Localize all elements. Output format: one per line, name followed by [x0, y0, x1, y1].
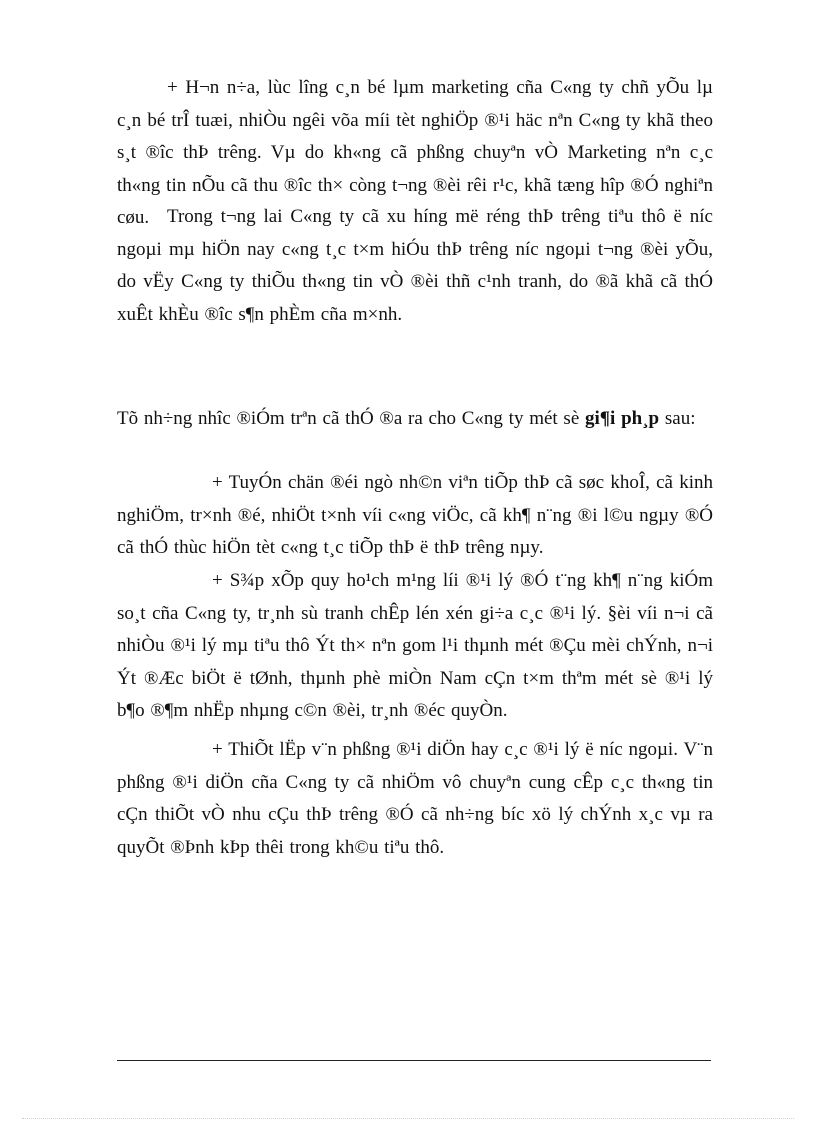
paragraph-recruit-staff: + TuyÓn chän ®éi ngò nh©n viªn tiÕp thÞ cã søc khoÎ, cã kinh nghiÖm, tr×nh ®é, nhiÖt t×nh víi c«ng viÖc, cã kh¶ n¨ng ®i l©u ngµy ®Ó cã thÓ thùc hiÖn tèt c«ng t¸c tiÕp thÞ ë thÞ trêng nµy. — [117, 472, 713, 558]
footer-divider — [117, 1060, 711, 1061]
paragraph-agent-network: + S¾p xÕp quy ho¹ch m¹ng líi ®¹i lý ®Ó t¨ng kh¶ n¨ng kiÓm so¸t cña C«ng ty, tr¸nh sù tranh chÊp lén xén gi÷a c¸c ®¹i lý. §èi víi n¬i cã nhiÒu ®¹i lý mµ tiªu thô Ýt th× nªn gom l¹i thµnh mét ®Çu mèi chÝnh, n¬i Ýt ®Æc biÖt ë tØnh, thµnh phè miÒn Nam cÇn t×m thªm mét sè ®¹i lý b¶o ®¶m nhËp nhµng c©n ®èi, tr¸nh ®éc quyÒn. — [117, 570, 713, 721]
solutions-intro-bold: gi¶i ph¸p — [585, 408, 660, 429]
paragraph-foreign-market: Trong t¬ng lai C«ng ty cã xu híng më réng thÞ trêng tiªu thô ë níc ngoµi mµ hiÖn nay c«ng t¸c t×m hiÓu thÞ trêng níc ngoµi t¬ng ®èi yÕu, do vËy C«ng ty thiÕu th«ng tin vÒ ®èi thñ c¹nh tranh, do ®ã khã cã thÓ xuÊt khÈu ®îc s¶n phÈm cña m×nh. — [117, 206, 713, 325]
solutions-intro-suffix: sau: — [659, 408, 696, 429]
page-bottom-dotted-line — [22, 1118, 794, 1119]
paragraph-solutions-intro — [117, 403, 713, 436]
paragraph-representative-office: + ThiÕt lËp v¨n phßng ®¹i diÖn hay c¸c ®¹i lý ë níc ngoµi. V¨n phßng ®¹i diÖn cña C«ng ty cã nhiÖm vô chuyªn cung cÊp c¸c th«ng tin cÇn thiÕt vÒ nhu cÇu thÞ trêng ®Ó cã nh÷ng bíc xö lý chÝnh x¸c vµ ra quyÕt ®Þnh kÞp thêi trong kh©u tiªu thô. — [117, 739, 713, 858]
paragraph-marketing-staff: + H¬n n÷a, lùc lîng c¸n bé lµm marketing cña C«ng ty chñ yÕu lµ c¸n bé trÎ tuæi, nhiÒu ngêi võa míi tèt nghiÖp ®¹i häc nªn C«ng ty khã theo s¸t ®îc thÞ trêng. Vµ do kh«ng cã phßng chuyªn vÒ Marketing nªn c¸c th«ng tin nÕu cã thu ®îc th× còng t¬ng ®èi rêi r¹c, khã tæng hîp ®Ó nghiªn cøu. — [117, 77, 713, 228]
solutions-intro-prefix: Tõ nh÷ng nhîc ®iÓm trªn cã thÓ ®a ra cho C«ng ty mét sè — [117, 408, 586, 429]
